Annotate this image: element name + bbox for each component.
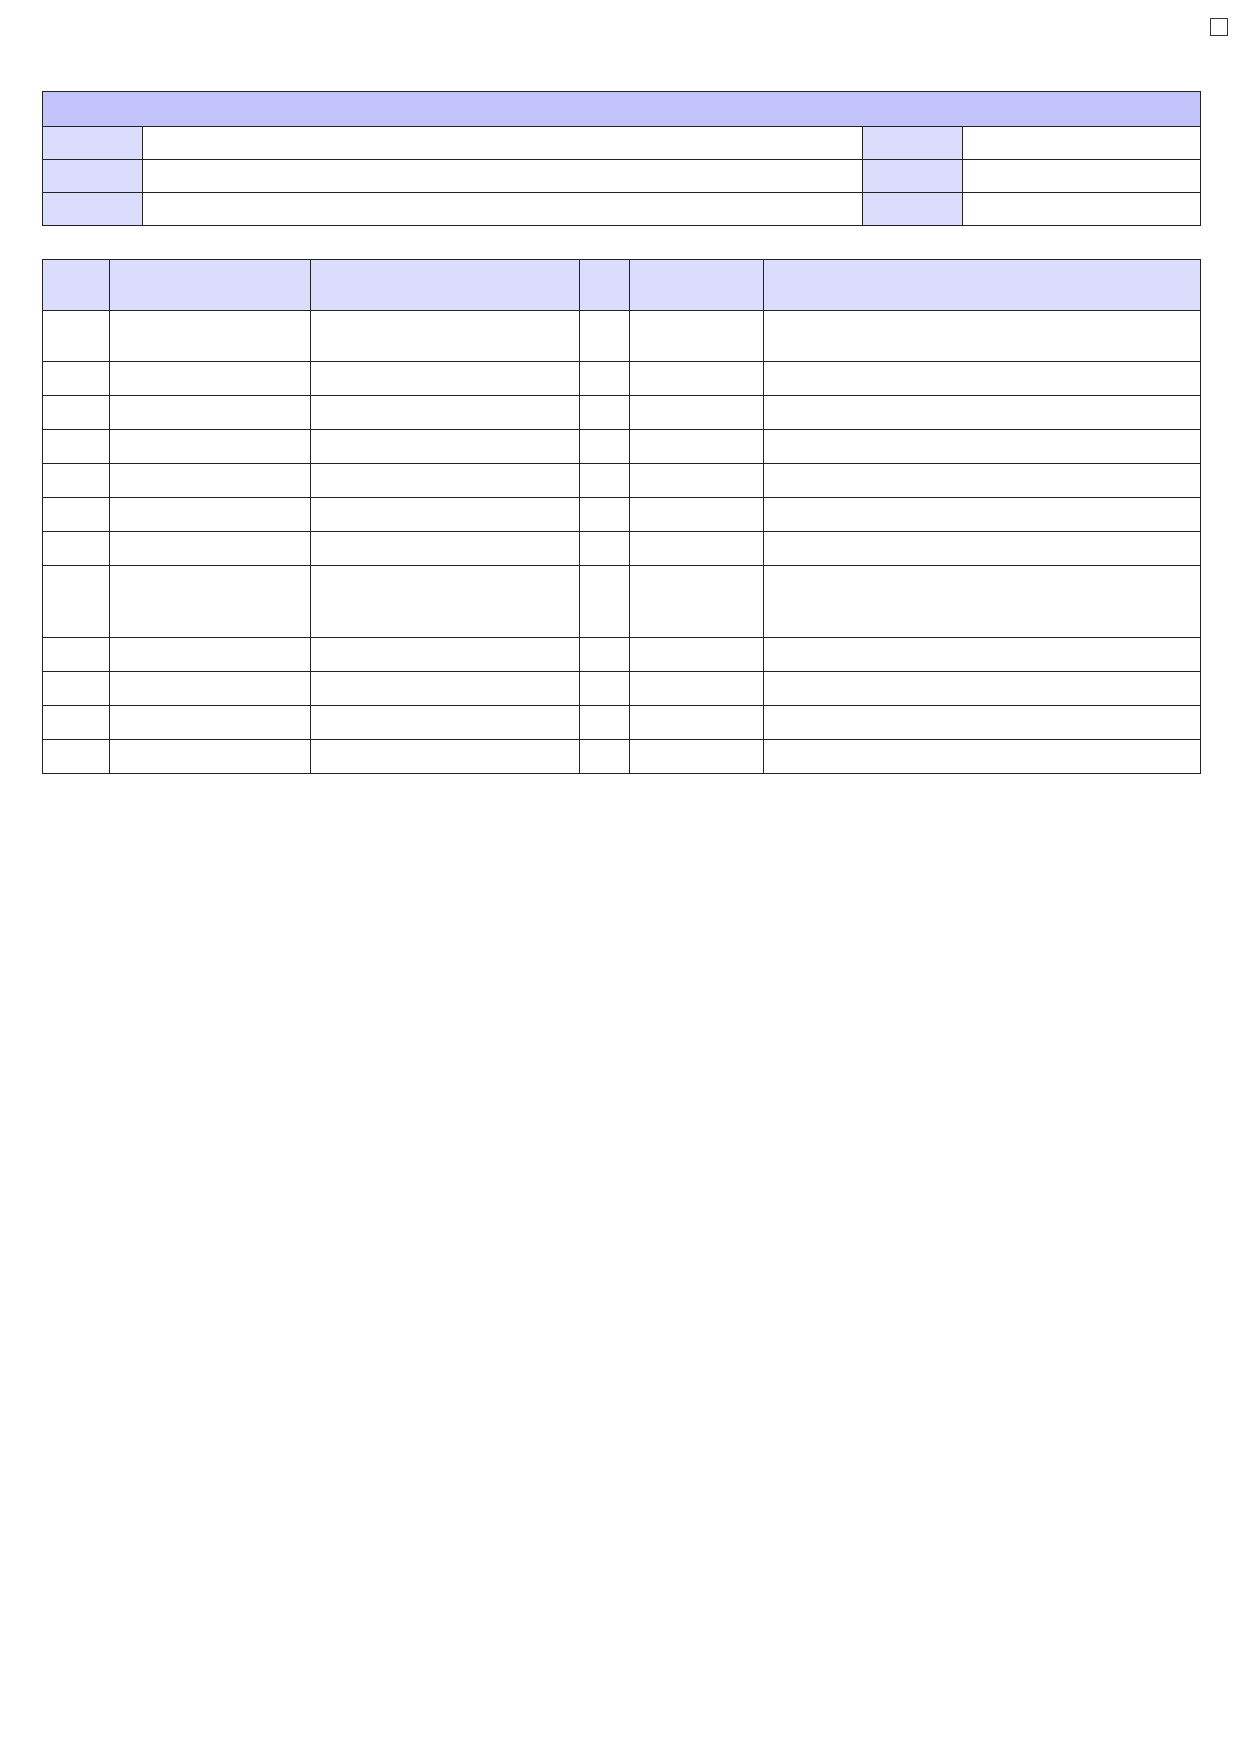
table-row — [43, 464, 1201, 498]
cell-note — [764, 430, 1201, 464]
cell-price — [630, 430, 764, 464]
cell-price — [630, 638, 764, 672]
column-header-name — [110, 260, 311, 311]
cell-price — [630, 464, 764, 498]
cell-price — [630, 498, 764, 532]
cell-no — [43, 362, 110, 396]
cell-name — [110, 740, 311, 774]
cell-note — [764, 566, 1201, 638]
cell-spec — [311, 498, 580, 532]
note-line — [48, 838, 1168, 863]
items-header-row — [43, 260, 1201, 311]
cell-unit — [580, 566, 630, 638]
cell-note — [764, 362, 1201, 396]
cell-no — [43, 430, 110, 464]
column-header-note — [764, 260, 1201, 311]
table-row — [43, 672, 1201, 706]
cell-price — [630, 672, 764, 706]
table-row — [43, 638, 1201, 672]
cell-price — [630, 362, 764, 396]
info-table — [42, 91, 1201, 226]
table-row — [43, 566, 1201, 638]
table-row — [43, 706, 1201, 740]
cell-name — [110, 706, 311, 740]
cell-spec — [311, 464, 580, 498]
document-header — [48, 40, 1168, 64]
info-label — [43, 160, 143, 193]
info-row — [43, 160, 1201, 193]
cell-no — [43, 566, 110, 638]
column-header-price — [630, 260, 764, 311]
info-value — [143, 160, 863, 193]
note-line — [48, 788, 1168, 813]
cell-price — [630, 740, 764, 774]
cell-unit — [580, 638, 630, 672]
cell-note — [764, 498, 1201, 532]
note-line — [48, 913, 1168, 938]
column-header-spec — [311, 260, 580, 311]
note-line — [48, 863, 1168, 888]
table-row — [43, 362, 1201, 396]
cell-price — [630, 566, 764, 638]
cell-name — [110, 430, 311, 464]
column-header-no — [43, 260, 110, 311]
table-row — [43, 740, 1201, 774]
page-corner-mark — [1210, 18, 1228, 36]
notes-section — [48, 788, 1168, 988]
cell-no — [43, 396, 110, 430]
cell-unit — [580, 464, 630, 498]
info-value — [963, 160, 1201, 193]
cell-spec — [311, 532, 580, 566]
info-table-title — [43, 92, 1201, 127]
document-footer — [48, 1714, 1198, 1738]
note-line — [48, 813, 1168, 838]
cell-spec — [311, 638, 580, 672]
cell-price — [630, 532, 764, 566]
cell-note — [764, 740, 1201, 774]
cell-name — [110, 498, 311, 532]
cell-name — [110, 566, 311, 638]
table-row — [43, 498, 1201, 532]
cell-name — [110, 362, 311, 396]
cell-spec — [311, 362, 580, 396]
cell-name — [110, 464, 311, 498]
info-value — [963, 193, 1201, 226]
cell-unit — [580, 498, 630, 532]
info-value — [143, 193, 863, 226]
column-header-unit — [580, 260, 630, 311]
cell-name — [110, 532, 311, 566]
info-label — [43, 127, 143, 160]
cell-no — [43, 706, 110, 740]
info-row — [43, 127, 1201, 160]
info-label — [863, 160, 963, 193]
cell-note — [764, 396, 1201, 430]
cell-note — [764, 311, 1201, 362]
table-row — [43, 396, 1201, 430]
cell-unit — [580, 740, 630, 774]
cell-unit — [580, 430, 630, 464]
info-value — [143, 127, 863, 160]
note-line — [48, 938, 1168, 963]
cell-no — [43, 498, 110, 532]
cell-spec — [311, 311, 580, 362]
cell-no — [43, 638, 110, 672]
cell-note — [764, 638, 1201, 672]
cell-price — [630, 311, 764, 362]
cell-note — [764, 532, 1201, 566]
cell-unit — [580, 672, 630, 706]
cell-unit — [580, 396, 630, 430]
cell-spec — [311, 566, 580, 638]
note-line — [48, 888, 1168, 913]
cell-no — [43, 672, 110, 706]
items-table — [42, 259, 1201, 774]
table-row — [43, 430, 1201, 464]
cell-no — [43, 311, 110, 362]
cell-price — [630, 706, 764, 740]
cell-unit — [580, 706, 630, 740]
cell-spec — [311, 740, 580, 774]
cell-spec — [311, 396, 580, 430]
info-label — [43, 193, 143, 226]
info-value — [963, 127, 1201, 160]
cell-spec — [311, 706, 580, 740]
table-row — [43, 311, 1201, 362]
info-label — [863, 193, 963, 226]
cell-unit — [580, 532, 630, 566]
cell-no — [43, 740, 110, 774]
cell-note — [764, 706, 1201, 740]
cell-name — [110, 396, 311, 430]
cell-no — [43, 532, 110, 566]
cell-no — [43, 464, 110, 498]
cell-note — [764, 464, 1201, 498]
cell-name — [110, 638, 311, 672]
cell-name — [110, 672, 311, 706]
note-line — [48, 963, 1168, 988]
cell-price — [630, 396, 764, 430]
info-row — [43, 193, 1201, 226]
cell-unit — [580, 311, 630, 362]
cell-spec — [311, 672, 580, 706]
info-label — [863, 127, 963, 160]
cell-name — [110, 311, 311, 362]
cell-unit — [580, 362, 630, 396]
cell-note — [764, 672, 1201, 706]
cell-spec — [311, 430, 580, 464]
table-row — [43, 532, 1201, 566]
